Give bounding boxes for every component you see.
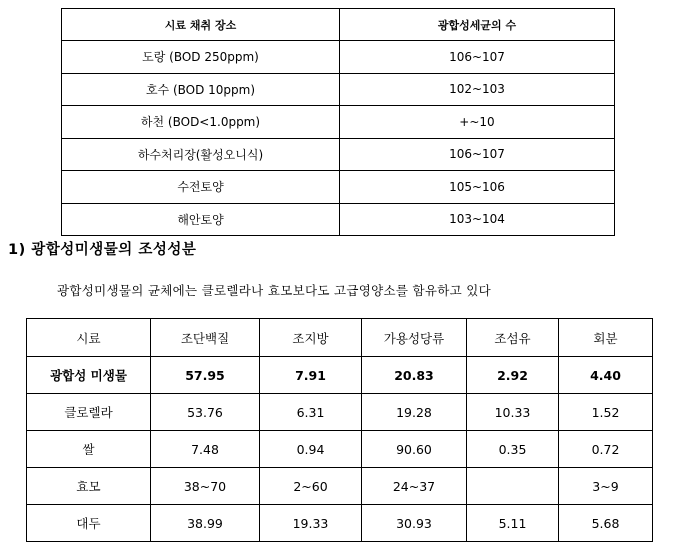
table-row [27, 468, 653, 505]
table-cell: 103~104 [340, 203, 615, 236]
table-cell: 2.92 [467, 357, 559, 394]
table-cell: 106~107 [340, 41, 615, 74]
table-row [62, 41, 615, 74]
table-cell: 90.60 [362, 431, 467, 468]
table-cell: 19.28 [362, 394, 467, 431]
table-cell: 0.94 [260, 431, 362, 468]
table-row [27, 431, 653, 468]
table-row [27, 505, 653, 542]
table-cell: 4.40 [559, 357, 653, 394]
section-heading: 1) 광합성미생물의 조성성분 [8, 242, 197, 258]
table-cell: 7.91 [260, 357, 362, 394]
table-cell: 24~37 [362, 468, 467, 505]
table-header-row [62, 9, 615, 41]
table-cell: 0.35 [467, 431, 559, 468]
table-cell: 광합성 미생물 [27, 357, 151, 394]
table-cell: 106~107 [340, 138, 615, 171]
table-cell: 53.76 [151, 394, 260, 431]
table-cell: 102~103 [340, 73, 615, 106]
table-cell: 대두 [27, 505, 151, 542]
header-cell-protein: 조단백질 [151, 319, 260, 357]
table-cell: 호수 (BOD 10ppm) [62, 73, 340, 106]
header-cell-count: 광합성세균의 수 [340, 9, 615, 41]
table-row [27, 357, 653, 394]
table-cell: 20.83 [362, 357, 467, 394]
table-cell: 6.31 [260, 394, 362, 431]
table-cell: 하천 (BOD<1.0ppm) [62, 106, 340, 139]
table-row [27, 394, 653, 431]
header-cell-location: 시료 채취 장소 [62, 9, 340, 41]
table-header-row [27, 319, 653, 357]
table-row [62, 171, 615, 204]
table-cell [467, 468, 559, 505]
table-row [62, 138, 615, 171]
table-row [62, 203, 615, 236]
table-cell: 해안토양 [62, 203, 340, 236]
table-cell: 0.72 [559, 431, 653, 468]
table-cell: +~10 [340, 106, 615, 139]
table-cell: 효모 [27, 468, 151, 505]
table-cell: 105~106 [340, 171, 615, 204]
bacteria-count-table [61, 8, 615, 236]
table-row [62, 106, 615, 139]
table-cell: 30.93 [362, 505, 467, 542]
composition-table [26, 318, 653, 542]
table-cell: 57.95 [151, 357, 260, 394]
table-cell: 1.52 [559, 394, 653, 431]
table-cell: 3~9 [559, 468, 653, 505]
table-cell: 5.68 [559, 505, 653, 542]
table-cell: 38~70 [151, 468, 260, 505]
table-cell: 클로렐라 [27, 394, 151, 431]
header-cell-fiber: 조섬유 [467, 319, 559, 357]
header-cell-sugar: 가용성당류 [362, 319, 467, 357]
header-cell-fat: 조지방 [260, 319, 362, 357]
table-cell: 수전토양 [62, 171, 340, 204]
header-cell-ash: 회분 [559, 319, 653, 357]
table-cell: 쌀 [27, 431, 151, 468]
table-cell: 19.33 [260, 505, 362, 542]
header-cell-sample: 시료 [27, 319, 151, 357]
table-row [62, 73, 615, 106]
table-cell: 10.33 [467, 394, 559, 431]
table-cell: 하수처리장(활성오니식) [62, 138, 340, 171]
table-cell: 도랑 (BOD 250ppm) [62, 41, 340, 74]
table-cell: 5.11 [467, 505, 559, 542]
table-cell: 38.99 [151, 505, 260, 542]
table-cell: 2~60 [260, 468, 362, 505]
description-text: 광합성미생물의 균체에는 클로렐라나 효모보다도 고급영양소를 함유하고 있다 [57, 283, 492, 298]
table-cell: 7.48 [151, 431, 260, 468]
